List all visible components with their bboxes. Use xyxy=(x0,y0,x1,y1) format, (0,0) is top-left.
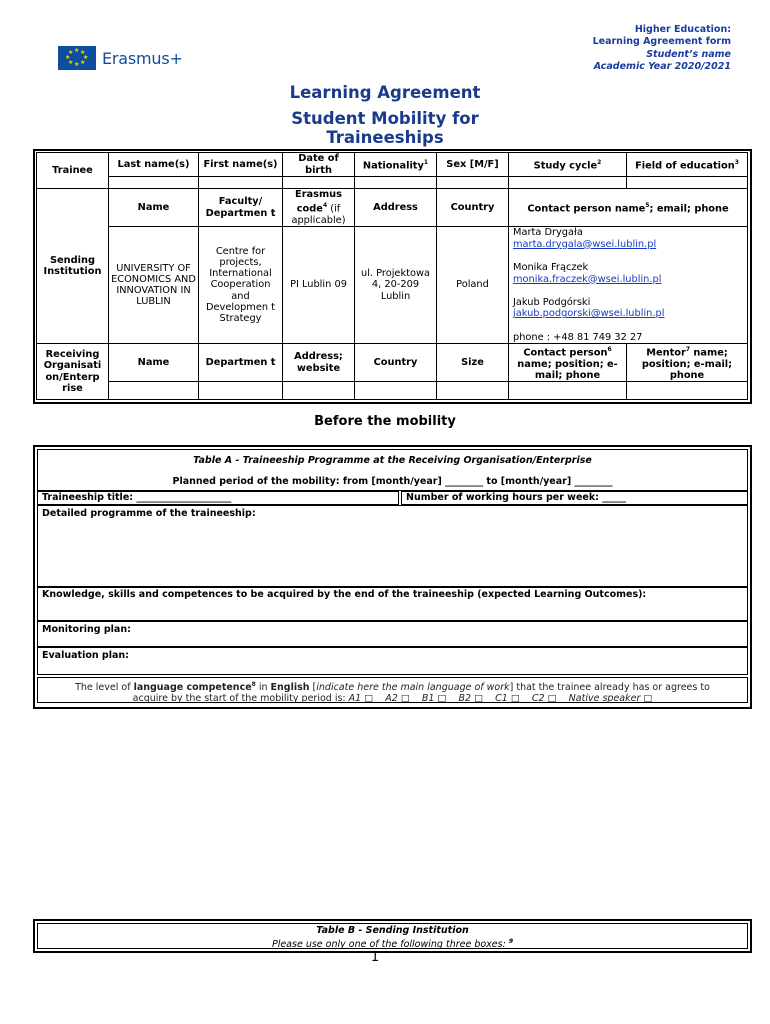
trainee-field-cell[interactable] xyxy=(627,177,748,189)
receiving-country-cell[interactable] xyxy=(355,382,437,400)
detailed-programme-box[interactable] xyxy=(37,505,748,587)
trainee-label: Trainee xyxy=(37,153,109,189)
receiving-col-mentor: Mentor$^7$ name; position; e-mail; phone xyxy=(627,344,748,382)
detailed-programme-label: Detailed programme of the traineeship: xyxy=(42,508,256,519)
planned-period: Planned period of the mobility: from [month/year] ________ to [month/year] ________ xyxy=(172,476,613,487)
header-line-3: Student’s name xyxy=(646,48,731,60)
sending-col-address: Address xyxy=(355,189,437,227)
col-field-of-education: Field of education$^3$ xyxy=(627,153,748,177)
trainee-nationality-cell[interactable] xyxy=(355,177,437,189)
receiving-mentor-cell[interactable] xyxy=(627,382,748,400)
receiving-name-cell[interactable] xyxy=(109,382,199,400)
evaluation-plan-label: Evaluation plan: xyxy=(42,650,129,661)
trainee-dob-cell[interactable] xyxy=(283,177,355,189)
knowledge-box[interactable] xyxy=(37,587,748,621)
trainee-sex-cell[interactable] xyxy=(437,177,509,189)
traineeship-title-label: Traineeship title: ____________________ xyxy=(42,492,232,503)
table-a-header-box xyxy=(37,449,748,491)
section-heading: Before the mobility xyxy=(314,414,456,429)
traineeship-title-box[interactable] xyxy=(37,491,399,505)
title-line-2: Student Mobility for xyxy=(291,109,479,128)
monitoring-plan-label: Monitoring plan: xyxy=(42,624,131,635)
col-first-name: First name(s) xyxy=(199,153,283,177)
monitoring-plan-box[interactable] xyxy=(37,621,748,647)
col-last-name: Last name(s) xyxy=(109,153,199,177)
receiving-department-cell[interactable] xyxy=(199,382,283,400)
contact-2-name: Monika Frączek xyxy=(513,261,589,273)
sending-institution-label: Sending Institution xyxy=(37,189,109,344)
table-b-header-box xyxy=(37,923,748,949)
title-line-3: Traineeships xyxy=(326,128,444,147)
sending-col-faculty: Faculty/ Departmen t xyxy=(199,189,283,227)
contact-phone: phone : +48 81 749 32 27 xyxy=(513,331,643,343)
title-line-3-clip xyxy=(0,128,770,147)
trainee-first-name-cell[interactable] xyxy=(199,177,283,189)
contact-3-name: Jakub Podgórski xyxy=(513,296,591,308)
col-date-of-birth: Date of birth xyxy=(283,153,355,177)
contact-2-email-link[interactable]: monika.fraczek@wsei.lublin.pl xyxy=(513,273,662,285)
sending-contacts-value xyxy=(509,227,748,344)
receiving-col-country: Country xyxy=(355,344,437,382)
header-line-2: Learning Agreement form xyxy=(592,36,731,48)
table-a-title: Table A - Traineeship Programme at the Receiving Organisation/Enterprise xyxy=(193,455,592,466)
contact-3-email-link[interactable]: jakub.podgorski@wsei.lublin.pl xyxy=(513,308,665,320)
table-b xyxy=(33,919,752,953)
main-table xyxy=(36,152,748,400)
sending-faculty-value: Centre for projects, International Cooperation and Developmen t Strategy xyxy=(199,227,283,344)
sending-country-value: Poland xyxy=(437,227,509,344)
sending-address-value: ul. Projektowa 4, 20-209 Lublin xyxy=(355,227,437,344)
page-number: 1 xyxy=(370,950,380,965)
language-competence-box xyxy=(37,677,748,703)
table-b-subtitle: Please use only one of the following three boxes: $^9$ xyxy=(271,938,514,951)
sending-erasmus-code-value: PI Lublin 09 xyxy=(283,227,355,344)
erasmus-logo xyxy=(58,45,183,71)
contact-1-name: Marta Drygała xyxy=(513,227,583,239)
col-study-cycle: Study cycle$^2$ xyxy=(509,153,627,177)
logo-text: Erasmus+ xyxy=(102,48,183,68)
receiving-size-cell[interactable] xyxy=(437,382,509,400)
table-b-title: Table B - Sending Institution xyxy=(316,925,469,936)
col-nationality: Nationality$^1$ xyxy=(355,153,437,177)
receiving-col-contact: Contact person$^6$ name; position; e-mail; phone xyxy=(509,344,627,382)
receiving-address-cell[interactable] xyxy=(283,382,355,400)
table-a xyxy=(33,445,752,709)
eu-flag-icon: ★ ★ ★ ★ ★ ★ ★ ★ xyxy=(58,46,96,70)
language-competence-text: The level of language competence$^8$ in English [indicate here the main language of work] that the trainee already has or agrees to acquire by the start of the mobility period is: A1 □ A2 □ B1 □ B2 □ C1 □ C2 □ Native speaker □ xyxy=(75,681,710,705)
col-sex: Sex [M/F] xyxy=(437,153,509,177)
language-levels[interactable]: A1 □ A2 □ B1 □ B2 □ C1 □ C2 □ Native speaker □ xyxy=(348,693,653,705)
sending-col-country: Country xyxy=(437,189,509,227)
header-line-1: Higher Education: xyxy=(634,24,731,35)
receiving-col-name: Name xyxy=(109,344,199,382)
sending-col-erasmus-code: Erasmus code$^4$ (if applicable) xyxy=(283,189,355,227)
title-line-1: Learning Agreement xyxy=(289,83,481,102)
document-header xyxy=(593,24,731,74)
trainee-last-name-cell[interactable] xyxy=(109,177,199,189)
working-hours-box[interactable] xyxy=(401,491,748,505)
receiving-col-address: Address; website xyxy=(283,344,355,382)
receiving-col-size: Size xyxy=(437,344,509,382)
sending-col-name: Name xyxy=(109,189,199,227)
receiving-col-department: Departmen t xyxy=(199,344,283,382)
contact-1-email-link[interactable]: marta.drygala@wsei.lublin.pl xyxy=(513,238,657,250)
evaluation-plan-box[interactable] xyxy=(37,647,748,675)
sending-name-value: UNIVERSITY OF ECONOMICS AND INNOVATION IN LUBLIN xyxy=(109,227,199,344)
knowledge-label: Knowledge, skills and competences to be acquired by the end of the traineeship (expected Learning Outcomes): xyxy=(42,589,647,600)
sending-col-contact: Contact person name$^5$; email; phone xyxy=(509,189,748,227)
header-line-4: Academic Year 2020/2021 xyxy=(593,61,731,73)
working-hours-label: Number of working hours per week: _____ xyxy=(406,492,627,503)
receiving-contact-cell[interactable] xyxy=(509,382,627,400)
receiving-organisation-label: Receiving Organisati on/Enterp rise xyxy=(37,344,109,400)
trainee-study-cycle-cell[interactable] xyxy=(509,177,627,189)
